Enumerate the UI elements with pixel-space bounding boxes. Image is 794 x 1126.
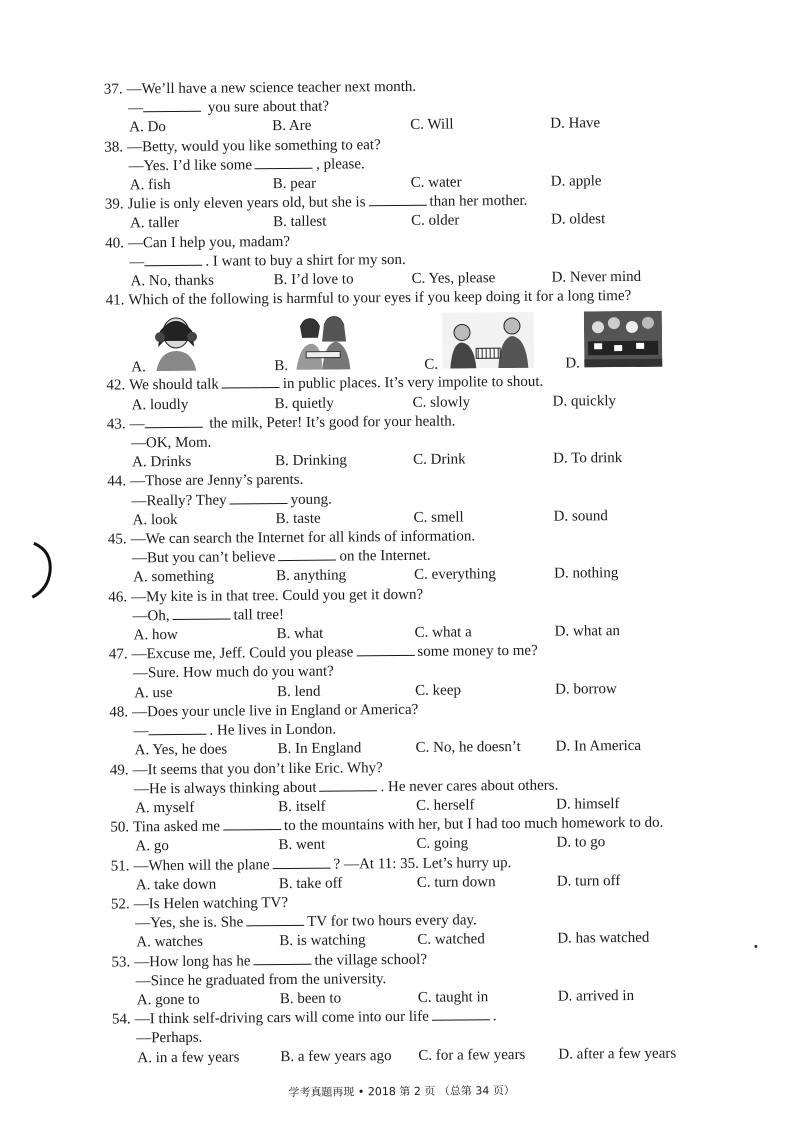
option-b: B. a few years ago bbox=[280, 1046, 418, 1066]
binding-bracket-mark bbox=[28, 539, 57, 601]
question-number: 44. bbox=[107, 474, 126, 490]
option-b: B. take off bbox=[279, 874, 417, 894]
question-text-continued: TV for two hours every day. bbox=[307, 912, 477, 929]
option-d: D. arrived in bbox=[558, 987, 634, 1007]
answer-blank bbox=[273, 855, 331, 869]
question-text: —Can I help you, madam? bbox=[128, 234, 290, 251]
answer-blank bbox=[144, 415, 202, 429]
question-text: —Does your uncle live in England or America? bbox=[132, 702, 418, 720]
answer-blank bbox=[319, 778, 377, 792]
question-number: 39. bbox=[105, 197, 124, 213]
two-friends-chatting-photo bbox=[292, 312, 353, 376]
question-text: —Since he graduated from the university. bbox=[136, 971, 387, 989]
question-text: —Betty, would you like something to eat? bbox=[127, 137, 381, 155]
answer-blank bbox=[148, 722, 206, 736]
option-a: A. gone to bbox=[137, 990, 280, 1010]
answer-options bbox=[112, 1044, 722, 1069]
question-42 bbox=[106, 372, 716, 416]
option-c: C. Drink bbox=[413, 450, 553, 470]
question-text-continued: than her mother. bbox=[429, 193, 527, 210]
question-37 bbox=[104, 75, 714, 138]
option-letter: A. bbox=[131, 359, 146, 377]
image-option-c bbox=[424, 312, 566, 374]
option-c: C. older bbox=[411, 211, 551, 231]
answer-blank bbox=[246, 913, 304, 927]
option-a: A. use bbox=[134, 683, 277, 703]
question-47 bbox=[109, 641, 719, 704]
question-number: 48. bbox=[109, 704, 128, 720]
option-d: D. sound bbox=[554, 507, 608, 527]
question-number: 49. bbox=[110, 762, 129, 778]
option-d: D. nothing bbox=[554, 565, 618, 585]
question-number: 38. bbox=[104, 139, 123, 155]
question-53 bbox=[111, 948, 721, 1011]
image-option-d bbox=[565, 311, 662, 373]
answer-blank bbox=[278, 548, 336, 562]
question-text: —It seems that you don’t like Eric. Why? bbox=[133, 760, 383, 778]
question-50 bbox=[110, 813, 720, 857]
question-number: 45. bbox=[108, 531, 127, 547]
question-text-continued: young. bbox=[291, 491, 332, 507]
answer-blank bbox=[222, 375, 280, 389]
question-list bbox=[104, 75, 723, 1068]
question-49 bbox=[110, 756, 720, 819]
option-c: C. smell bbox=[414, 508, 554, 528]
option-letter: D. bbox=[565, 355, 580, 373]
question-text-continued: . I want to buy a shirt for my son. bbox=[205, 252, 406, 270]
question-39 bbox=[105, 190, 715, 234]
option-a: A. Do bbox=[129, 118, 272, 138]
question-text-continued: . He never cares about others. bbox=[380, 777, 558, 795]
option-b: B. quietly bbox=[275, 394, 413, 414]
question-number: 51. bbox=[111, 858, 130, 874]
answer-blank bbox=[144, 253, 202, 267]
question-text: —Yes. I’d like some bbox=[128, 157, 252, 174]
question-text-continued: to the mountains with her, but I had too much homework to do. bbox=[284, 815, 663, 834]
question-text: —Sure. How much do you want? bbox=[133, 664, 334, 682]
option-c: C. watched bbox=[417, 930, 557, 950]
question-text: —He is always thinking about bbox=[134, 779, 317, 797]
question-text-continued: ? —At 11: 35. Let’s hurry up. bbox=[334, 855, 512, 873]
option-d: D. borrow bbox=[555, 680, 617, 700]
question-text-continued: , please. bbox=[316, 156, 365, 172]
option-c: C. herself bbox=[416, 796, 556, 816]
question-text: Julie is only eleven years old, but she is bbox=[128, 195, 366, 213]
option-letter: B. bbox=[274, 357, 288, 375]
option-d: D. oldest bbox=[551, 211, 605, 231]
question-number: 46. bbox=[108, 589, 127, 605]
option-a: A. loudly bbox=[132, 395, 275, 415]
option-c: C. for a few years bbox=[418, 1045, 558, 1065]
option-a: A. in a few years bbox=[137, 1048, 280, 1068]
option-c: C. keep bbox=[415, 680, 555, 700]
option-a: A. go bbox=[135, 836, 278, 856]
option-d: D. has watched bbox=[557, 929, 649, 949]
question-text-continued: you sure about that? bbox=[204, 99, 329, 116]
option-b: B. tallest bbox=[273, 212, 411, 232]
question-text: —We’ll have a new science teacher next month. bbox=[127, 79, 417, 98]
question-text: — bbox=[129, 254, 144, 270]
option-d: D. after a few years bbox=[558, 1044, 676, 1064]
option-c: C. going bbox=[416, 834, 556, 854]
option-b: B. Are bbox=[272, 116, 410, 136]
answer-blank bbox=[432, 1007, 490, 1021]
question-number: 37. bbox=[104, 81, 123, 97]
option-b: B. itself bbox=[278, 797, 416, 817]
question-text: —Those are Jenny’s parents. bbox=[130, 472, 303, 490]
question-text: —But you can’t believe bbox=[132, 549, 276, 566]
option-d: D. apple bbox=[551, 172, 602, 192]
option-c: C. slowly bbox=[413, 392, 553, 412]
girl-with-headphones-photo bbox=[149, 311, 202, 376]
question-41 bbox=[106, 286, 717, 377]
option-d: D. To drink bbox=[553, 449, 622, 469]
question-44 bbox=[107, 468, 717, 531]
answer-blank bbox=[223, 817, 281, 831]
option-d: D. Have bbox=[550, 115, 600, 135]
option-b: B. anything bbox=[276, 566, 414, 586]
option-b: B. lend bbox=[277, 682, 415, 702]
option-a: A. watches bbox=[136, 932, 279, 952]
option-a: A. something bbox=[133, 568, 276, 588]
question-51 bbox=[111, 852, 721, 896]
question-text: —Oh, bbox=[132, 608, 169, 624]
option-b: B. pear bbox=[273, 174, 411, 194]
option-d: D. Never mind bbox=[551, 268, 641, 288]
question-text: —When will the plane bbox=[133, 857, 269, 874]
option-a: A. fish bbox=[130, 175, 273, 195]
question-number: 54. bbox=[112, 1012, 131, 1028]
option-c: C. everything bbox=[414, 565, 554, 585]
answer-blank bbox=[368, 193, 426, 207]
question-text: — bbox=[129, 416, 144, 432]
option-b: B. went bbox=[278, 835, 416, 855]
question-text-continued: tall tree! bbox=[234, 607, 285, 623]
option-c: C. water bbox=[411, 173, 551, 193]
option-c: C. turn down bbox=[417, 872, 557, 892]
question-46 bbox=[108, 583, 718, 646]
option-a: A. taller bbox=[130, 214, 273, 234]
option-d: D. In America bbox=[556, 737, 642, 757]
image-option-a bbox=[131, 311, 275, 377]
option-a: A. No, thanks bbox=[130, 271, 273, 291]
question-text: We should talk bbox=[129, 377, 219, 394]
answer-blank bbox=[255, 156, 313, 170]
question-number: 40. bbox=[105, 235, 124, 251]
question-52 bbox=[111, 890, 721, 953]
option-c: C. what a bbox=[415, 623, 555, 643]
question-text: —Yes, she is. She bbox=[135, 915, 243, 932]
option-b: B. been to bbox=[280, 989, 418, 1009]
question-text: —Excuse me, Jeff. Could you please bbox=[131, 645, 353, 663]
question-text: —My kite is in that tree. Could you get it down? bbox=[131, 586, 423, 605]
option-b: B. Drinking bbox=[275, 451, 413, 471]
option-d: D. what an bbox=[555, 622, 621, 642]
image-option-b bbox=[274, 311, 425, 375]
answer-blank bbox=[172, 606, 230, 620]
question-text: —Really? They bbox=[131, 492, 226, 509]
option-d: D. turn off bbox=[557, 872, 621, 892]
option-d: D. quickly bbox=[553, 392, 616, 412]
option-d: D. himself bbox=[556, 795, 619, 815]
question-40 bbox=[105, 229, 715, 292]
option-b: B. In England bbox=[278, 739, 416, 759]
question-text: Tina asked me bbox=[133, 819, 220, 836]
two-men-playing-chess-photo bbox=[442, 312, 535, 374]
option-b: B. I’d love to bbox=[273, 270, 411, 290]
option-b: B. is watching bbox=[279, 931, 417, 951]
question-38 bbox=[104, 133, 714, 196]
question-number: 42. bbox=[106, 378, 125, 394]
question-text-continued: some money to me? bbox=[417, 643, 538, 660]
answer-blank bbox=[143, 99, 201, 113]
question-text: —I think self-driving cars will come into our life bbox=[135, 1009, 429, 1028]
question-text: —OK, Mom. bbox=[131, 435, 212, 452]
option-letter: C. bbox=[424, 356, 438, 374]
question-45 bbox=[108, 525, 718, 588]
option-a: A. myself bbox=[135, 798, 278, 818]
option-c: C. Will bbox=[410, 115, 550, 135]
stray-mark bbox=[754, 945, 757, 948]
question-text: — bbox=[128, 100, 143, 116]
question-text: — bbox=[133, 723, 148, 739]
question-number: 50. bbox=[110, 819, 129, 835]
question-text: —How long has he bbox=[134, 953, 250, 970]
question-text-continued: on the Internet. bbox=[339, 548, 430, 565]
option-c: C. taught in bbox=[418, 988, 558, 1008]
answer-blank bbox=[356, 643, 414, 657]
question-text-continued: the milk, Peter! It’s good for your health. bbox=[205, 413, 455, 431]
option-c: C. Yes, please bbox=[411, 269, 551, 289]
image-answer-options bbox=[106, 306, 717, 377]
option-b: B. taste bbox=[276, 509, 414, 529]
crowd-at-table-photo bbox=[583, 311, 662, 373]
question-number: 41. bbox=[106, 293, 125, 309]
question-text-continued: . bbox=[493, 1008, 497, 1024]
option-a: A. Yes, he does bbox=[135, 740, 278, 760]
question-number: 47. bbox=[109, 647, 128, 663]
question-43 bbox=[107, 410, 717, 473]
question-text: —Perhaps. bbox=[136, 1030, 202, 1047]
question-text-continued: the village school? bbox=[314, 951, 427, 968]
option-b: B. what bbox=[277, 624, 415, 644]
page-footer: 学考真题再现 • 2018 第 2 页 （总第 34 页） bbox=[5, 1080, 794, 1103]
question-text: —We can search the Internet for all kinds of information. bbox=[130, 528, 475, 547]
question-number: 43. bbox=[107, 416, 126, 432]
question-text: —Is Helen watching TV? bbox=[134, 895, 288, 912]
question-54 bbox=[112, 1005, 722, 1068]
answer-blank bbox=[230, 491, 288, 505]
question-text-continued: in public places. It’s very impolite to shout. bbox=[283, 374, 544, 392]
option-a: A. Drinks bbox=[132, 452, 275, 472]
question-number: 53. bbox=[111, 954, 130, 970]
option-a: A. take down bbox=[136, 875, 279, 895]
question-number: 52. bbox=[111, 896, 130, 912]
question-text: Which of the following is harmful to your eyes if you keep doing it for a long time? bbox=[128, 288, 631, 308]
option-d: D. to go bbox=[556, 834, 605, 854]
option-a: A. look bbox=[133, 510, 276, 530]
answer-blank bbox=[253, 951, 311, 965]
option-a: A. how bbox=[134, 625, 277, 645]
question-text-continued: . He lives in London. bbox=[209, 722, 336, 739]
question-48 bbox=[109, 698, 719, 761]
option-c: C. No, he doesn’t bbox=[416, 738, 556, 758]
